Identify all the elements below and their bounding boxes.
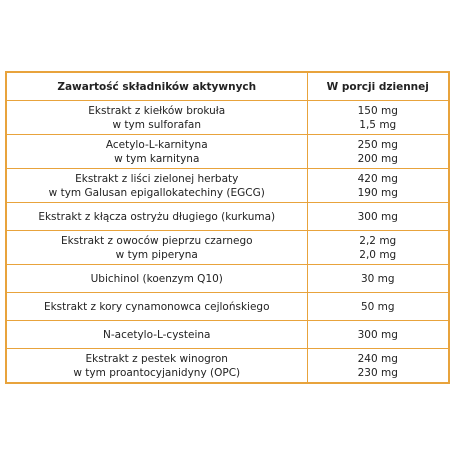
amount-line: 30 mg	[360, 272, 395, 285]
ingredient-cell	[6, 135, 307, 169]
amount-line: 250 mg	[357, 138, 398, 151]
amount-line: 2,0 mg	[359, 248, 397, 261]
amount-line: 2,2 mg	[359, 234, 397, 247]
amount-cell	[307, 135, 449, 169]
amount-line: 230 mg	[357, 366, 398, 379]
ingredient-cell	[6, 101, 307, 135]
ingredient-name-line: w tym Galusan epigallokatechiny (EGCG)	[48, 186, 265, 199]
supplement-table-container	[5, 71, 448, 384]
table-row	[6, 169, 449, 203]
table-body	[6, 101, 449, 384]
table-row	[6, 135, 449, 169]
amount-cell	[307, 231, 449, 265]
amount-cell	[307, 349, 449, 384]
amount-cell	[307, 265, 449, 293]
amount-line: 50 mg	[360, 300, 395, 313]
amount-line: 420 mg	[357, 172, 398, 185]
ingredient-cell	[6, 231, 307, 265]
table-header-row	[6, 72, 449, 101]
ingredient-cell	[6, 293, 307, 321]
ingredient-name-line: w tym karnityna	[114, 152, 200, 165]
amount-line: 200 mg	[357, 152, 398, 165]
amount-cell	[307, 101, 449, 135]
table-row	[6, 101, 449, 135]
ingredient-name-line: Ekstrakt z owoców pieprzu czarnego	[60, 234, 253, 247]
amount-line: 1,5 mg	[359, 118, 397, 131]
ingredient-cell	[6, 169, 307, 203]
table-row	[6, 231, 449, 265]
amount-cell	[307, 293, 449, 321]
table-row	[6, 293, 449, 321]
ingredient-cell	[6, 349, 307, 384]
table-row	[6, 349, 449, 384]
ingredient-name-line: w tym proantocyjanidyny (OPC)	[73, 366, 241, 379]
amount-line: 300 mg	[357, 328, 398, 341]
ingredient-cell	[6, 203, 307, 231]
amount-cell	[307, 169, 449, 203]
table-row	[6, 265, 449, 293]
ingredient-name-line: w tym piperyna	[115, 248, 198, 261]
amount-cell	[307, 203, 449, 231]
ingredient-name-line: Ekstrakt z kory cynamonowca cejlońskiego	[43, 300, 270, 313]
ingredient-name-line: Ekstrakt z kłącza ostryżu długiego (kurkuma)	[38, 210, 276, 223]
ingredient-cell	[6, 321, 307, 349]
table-row	[6, 203, 449, 231]
header-ingredient: Zawartość składników aktywnych	[6, 72, 307, 101]
ingredient-name-line: N-acetylo-L-cysteina	[103, 328, 211, 341]
amount-line: 240 mg	[357, 352, 398, 365]
ingredient-name-line: Ekstrakt z pestek winogron	[85, 352, 228, 365]
table-row	[6, 321, 449, 349]
ingredient-name-line: Ubichinol (koenzym Q10)	[90, 272, 223, 285]
header-daily-portion: W porcji dziennej	[307, 72, 449, 101]
ingredient-name-line: Ekstrakt z liści zielonej herbaty	[75, 172, 239, 185]
ingredient-name-line: Ekstrakt z kiełków brokuła	[88, 104, 226, 117]
amount-cell	[307, 321, 449, 349]
active-ingredients-table	[5, 71, 450, 384]
amount-line: 150 mg	[357, 104, 398, 117]
ingredient-cell	[6, 265, 307, 293]
ingredient-name-line: w tym sulforafan	[112, 118, 202, 131]
amount-line: 300 mg	[357, 210, 398, 223]
amount-line: 190 mg	[357, 186, 398, 199]
ingredient-name-line: Acetylo-L-karnityna	[105, 138, 208, 151]
